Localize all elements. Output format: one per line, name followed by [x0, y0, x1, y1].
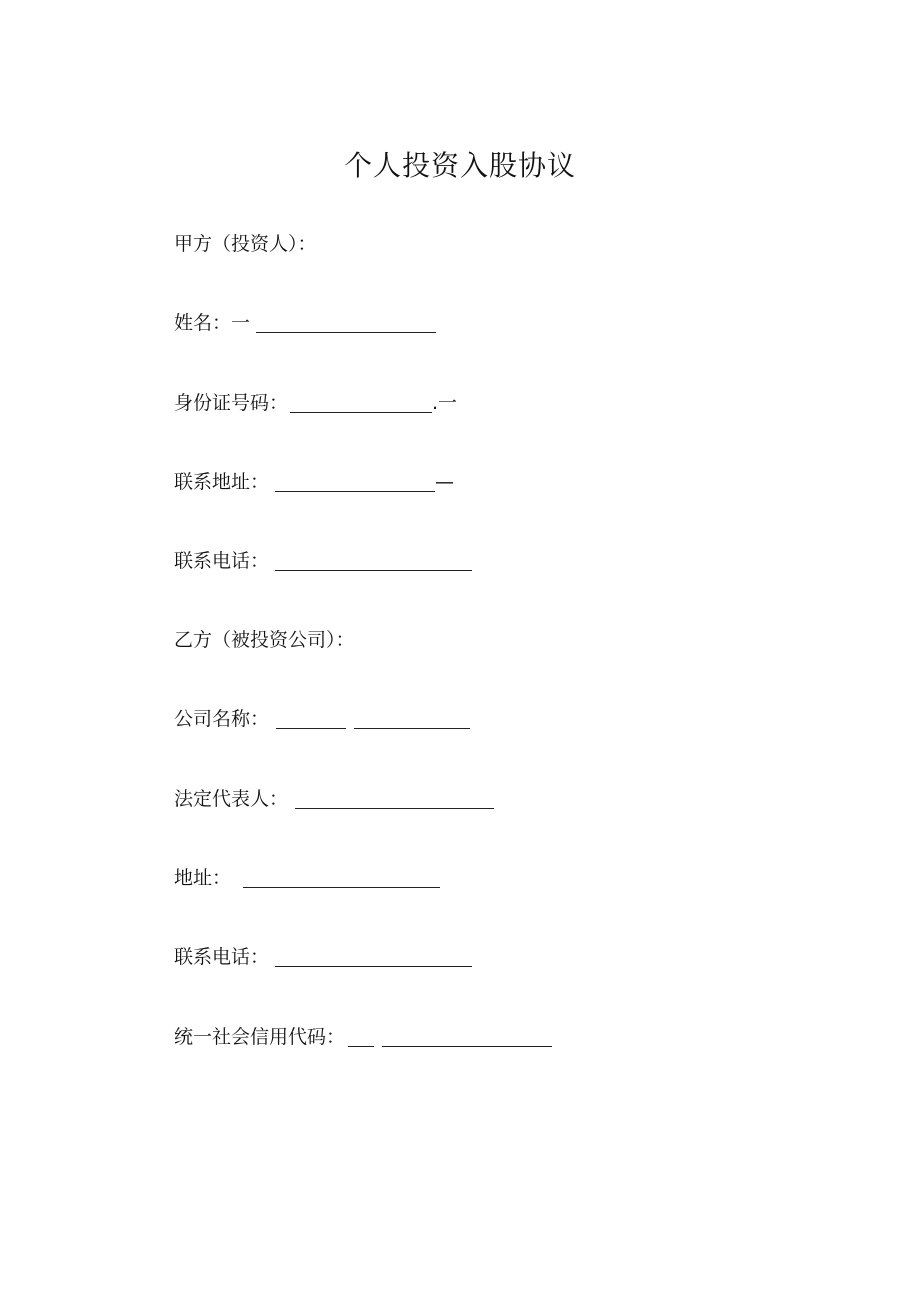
party-a-name-field[interactable]	[256, 314, 436, 333]
party-b-phone-line	[174, 944, 472, 970]
party-b-company-field-part1[interactable]	[276, 710, 346, 729]
party-b-company-line	[174, 706, 470, 732]
party-b-phone-label: 联系电话：	[174, 946, 270, 968]
party-a-address-label: 联系地址：	[174, 471, 270, 493]
party-b-heading-text: 乙方（被投资公司）：	[174, 629, 355, 651]
party-a-id-tail: .一	[432, 392, 458, 414]
party-b-credit-code-field-part1[interactable]	[348, 1028, 374, 1047]
party-a-heading-text: 甲方（投资人）：	[174, 233, 317, 255]
party-a-id-line	[174, 390, 457, 416]
party-a-address-field[interactable]	[275, 473, 435, 492]
party-b-heading	[174, 627, 355, 653]
party-a-id-field[interactable]	[290, 394, 432, 413]
party-b-company-field-part2[interactable]	[354, 710, 470, 729]
party-b-company-label: 公司名称：	[174, 708, 270, 730]
party-b-legal-rep-label: 法定代表人：	[174, 788, 289, 810]
party-a-address-line	[174, 469, 454, 495]
party-b-credit-code-line	[174, 1024, 552, 1050]
party-b-phone-field[interactable]	[275, 948, 472, 967]
party-b-credit-code-label: 统一社会信用代码：	[174, 1026, 346, 1048]
party-a-id-label: 身份证号码：	[174, 392, 289, 414]
party-a-address-tail: —	[435, 471, 455, 493]
party-b-address-label: 地址：	[174, 867, 232, 889]
party-a-name-line	[174, 310, 436, 336]
party-a-phone-field[interactable]	[275, 552, 472, 571]
page-title: 个人投资入股协议	[343, 149, 576, 182]
party-b-address-field[interactable]	[243, 869, 440, 888]
party-a-phone-line	[174, 548, 472, 574]
party-b-address-line	[174, 865, 440, 891]
party-a-phone-label: 联系电话：	[174, 550, 270, 572]
party-b-legal-rep-line	[174, 786, 494, 812]
party-a-heading	[174, 231, 317, 257]
party-b-legal-rep-field[interactable]	[295, 790, 494, 809]
party-b-credit-code-field-part2[interactable]	[382, 1028, 552, 1047]
party-a-name-label: 姓名：一	[174, 312, 251, 334]
